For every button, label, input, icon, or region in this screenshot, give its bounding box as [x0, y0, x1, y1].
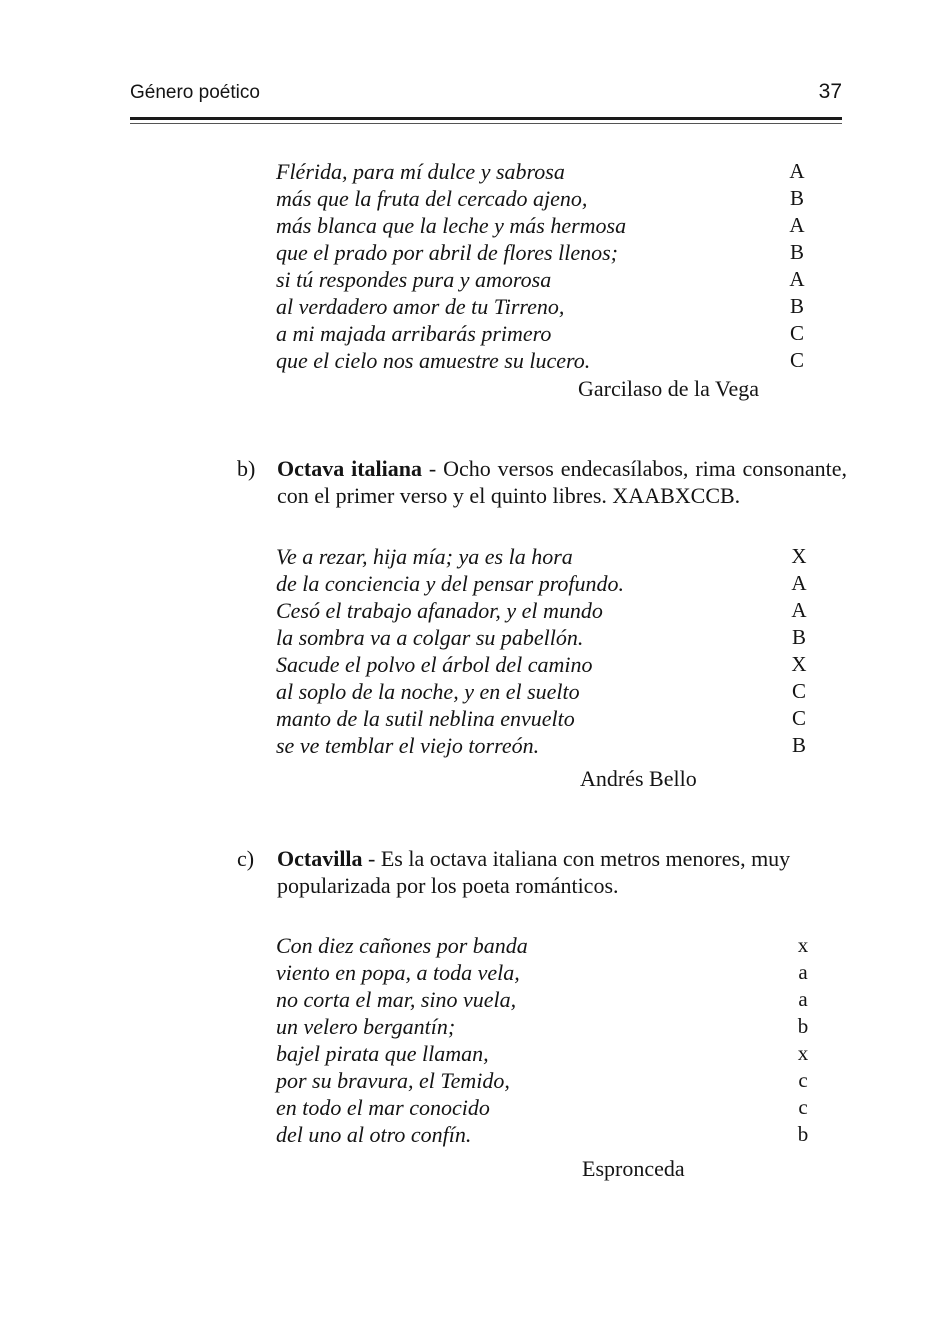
poem-line: [276, 543, 807, 570]
poem-author: Espronceda: [582, 1156, 685, 1181]
poem-line: [276, 1121, 809, 1148]
rhyme-letter: B: [789, 186, 804, 210]
rhyme-letter: C: [791, 679, 806, 703]
poem-line: [276, 320, 804, 347]
rhyme-letter: x: [797, 1041, 809, 1065]
section-marker: b): [237, 456, 256, 481]
verse-text: Con diez cañones por banda: [276, 933, 528, 958]
rhyme-letter: B: [789, 294, 804, 318]
verse-text: Ve a rezar, hija mía; ya es la hora: [276, 544, 573, 569]
verse-text: manto de la sutil neblina envuelto: [276, 706, 575, 731]
section-description: - Es la octava italiana con metros menores, muy popularizada por los poeta románticos.: [277, 846, 791, 898]
rhyme-letter: A: [789, 213, 805, 237]
verse-text: al soplo de la noche, y en el suelto: [276, 679, 580, 704]
verse-text: más que la fruta del cercado ajeno,: [276, 186, 588, 211]
section-octava-italiana: [237, 455, 847, 509]
rhyme-letter: c: [798, 1095, 808, 1119]
poem-line: [276, 347, 804, 374]
rhyme-letter: x: [797, 933, 809, 957]
poem-line: [276, 986, 808, 1013]
poem-line: [276, 705, 806, 732]
poem-espronceda: [276, 932, 809, 1148]
verse-text: Sacude el polvo el árbol del camino: [276, 652, 593, 677]
rhyme-letter: B: [789, 240, 804, 264]
verse-text: de la conciencia y del pensar profundo.: [276, 571, 625, 596]
rhyme-letter: B: [791, 733, 806, 757]
poem-line: [276, 293, 804, 320]
rhyme-letter: A: [791, 598, 807, 622]
verse-text: en todo el mar conocido: [276, 1095, 490, 1120]
poem-line: [276, 1013, 809, 1040]
rhyme-letter: A: [791, 571, 807, 595]
rhyme-letter: b: [797, 1014, 809, 1038]
rhyme-letter: A: [789, 267, 805, 291]
verse-text: que el prado por abril de flores llenos;: [276, 240, 618, 265]
page-header: [130, 80, 842, 112]
verse-text: bajel pirata que llaman,: [276, 1041, 489, 1066]
poem-line: [276, 266, 805, 293]
verse-text: más blanca que la leche y más hermosa: [276, 213, 627, 238]
rhyme-letter: X: [791, 652, 807, 676]
section-marker: c): [237, 846, 255, 871]
header-rule: [130, 117, 842, 120]
rhyme-letter: a: [798, 960, 808, 984]
verse-text: por su bravura, el Temido,: [276, 1068, 510, 1093]
poem-line: [276, 239, 804, 266]
section-term: Octava italiana: [277, 456, 422, 481]
verse-text: del uno al otro confín.: [276, 1122, 472, 1147]
running-title: Género poético: [130, 82, 260, 103]
poem-line: [276, 185, 804, 212]
poem-line: [276, 959, 808, 986]
poem-bello: [276, 543, 807, 759]
poem-line: [276, 158, 805, 185]
verse-text: que el cielo nos amuestre su lucero.: [276, 348, 591, 373]
verse-text: se ve temblar el viejo torreón.: [276, 733, 540, 758]
rhyme-letter: B: [791, 625, 806, 649]
poem-line: [276, 732, 806, 759]
rhyme-letter: C: [791, 706, 806, 730]
poem-author: Andrés Bello: [580, 766, 697, 791]
rhyme-letter: C: [789, 321, 804, 345]
rhyme-letter: A: [789, 159, 805, 183]
section-description: - Ocho versos endecasílabos, rima consonante, con el primer verso y el quinto libres. XAABXCCB.: [277, 456, 847, 508]
verse-text: a mi majada arribarás primero: [276, 321, 552, 346]
poem-line: [276, 212, 805, 239]
verse-text: la sombra va a colgar su pabellón.: [276, 625, 584, 650]
poem-line: [276, 1094, 808, 1121]
section-octavilla: [237, 845, 847, 899]
verse-text: un velero bergantín;: [276, 1014, 456, 1039]
verse-text: Flérida, para mí dulce y sabrosa: [276, 159, 565, 184]
section-term: Octavilla: [277, 846, 363, 871]
verse-text: si tú respondes pura y amorosa: [276, 267, 552, 292]
rhyme-letter: C: [789, 348, 804, 372]
verse-text: al verdadero amor de tu Tirreno,: [276, 294, 565, 319]
poem-line: [276, 932, 809, 959]
page-number: 37: [818, 80, 842, 103]
section-definition: [277, 845, 847, 899]
rhyme-letter: a: [798, 987, 808, 1011]
section-definition: [277, 455, 847, 509]
verse-text: viento en popa, a toda vela,: [276, 960, 520, 985]
rhyme-letter: X: [791, 544, 807, 568]
verse-text: no corta el mar, sino vuela,: [276, 987, 517, 1012]
poem-line: [276, 678, 806, 705]
poem-line: [276, 570, 807, 597]
rhyme-letter: b: [797, 1122, 809, 1146]
header-rule-thin: [130, 123, 842, 124]
poem-line: [276, 1040, 809, 1067]
poem-garcilaso: [276, 158, 805, 374]
rhyme-letter: c: [798, 1068, 808, 1092]
poem-line: [276, 651, 807, 678]
poem-line: [276, 1067, 808, 1094]
poem-line: [276, 597, 807, 624]
poem-line: [276, 624, 806, 651]
poem-author: Garcilaso de la Vega: [578, 376, 760, 401]
verse-text: Cesó el trabajo afanador, y el mundo: [276, 598, 603, 623]
